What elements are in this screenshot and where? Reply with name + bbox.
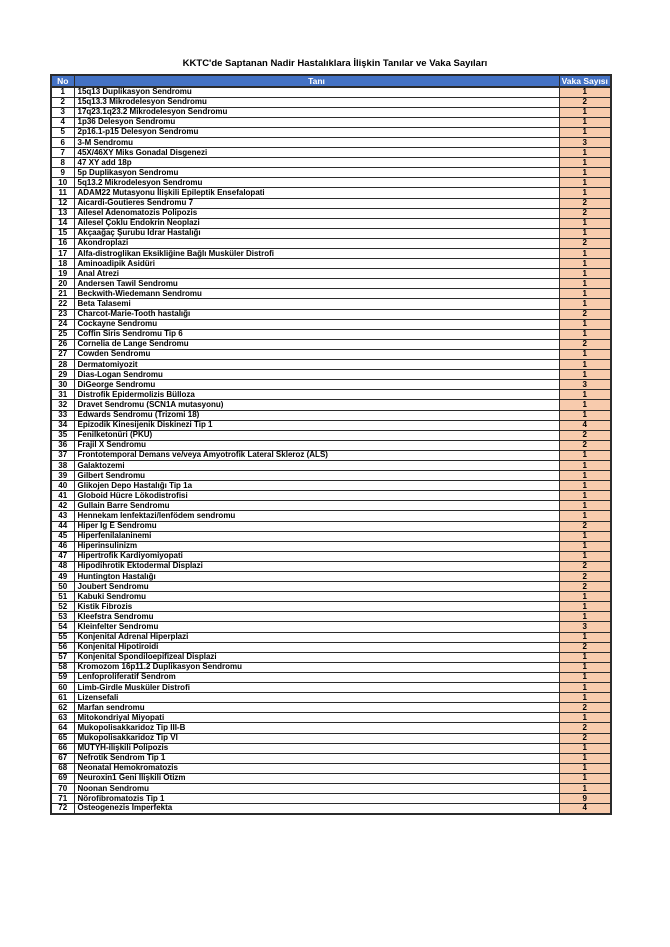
table-row bbox=[51, 531, 611, 541]
case-count: 2 bbox=[559, 430, 611, 440]
row-number: 7 bbox=[51, 148, 74, 158]
row-number: 52 bbox=[51, 602, 74, 612]
case-count: 1 bbox=[559, 511, 611, 521]
case-count: 1 bbox=[559, 360, 611, 370]
diagnosis-name: 5q13.2 Mikrodelesyon Sendromu bbox=[74, 178, 559, 188]
case-count: 1 bbox=[559, 319, 611, 329]
table-row bbox=[51, 360, 611, 370]
table-row bbox=[51, 713, 611, 723]
case-count: 1 bbox=[559, 773, 611, 783]
row-number: 5 bbox=[51, 127, 74, 137]
case-count: 1 bbox=[559, 693, 611, 703]
table-row bbox=[51, 763, 611, 773]
table-row bbox=[51, 592, 611, 602]
row-number: 27 bbox=[51, 349, 74, 359]
diagnosis-name: Kabuki Sendromu bbox=[74, 592, 559, 602]
diagnosis-name: Lenfoproliferatif Sendrom bbox=[74, 672, 559, 682]
table-row bbox=[51, 551, 611, 561]
row-number: 25 bbox=[51, 329, 74, 339]
table-row bbox=[51, 349, 611, 359]
table-body bbox=[51, 87, 611, 814]
case-count: 1 bbox=[559, 531, 611, 541]
table-row bbox=[51, 460, 611, 470]
table-row bbox=[51, 279, 611, 289]
case-count: 2 bbox=[559, 521, 611, 531]
row-number: 49 bbox=[51, 572, 74, 582]
case-count: 2 bbox=[559, 238, 611, 248]
row-number: 64 bbox=[51, 723, 74, 733]
table-row bbox=[51, 168, 611, 178]
table-row bbox=[51, 572, 611, 582]
row-number: 50 bbox=[51, 582, 74, 592]
row-number: 24 bbox=[51, 319, 74, 329]
diagnosis-name: Glikojen Depo Hastalığı Tip 1a bbox=[74, 481, 559, 491]
table-row bbox=[51, 632, 611, 642]
diagnosis-name: Galaktozemi bbox=[74, 460, 559, 470]
table-row bbox=[51, 420, 611, 430]
table-row bbox=[51, 380, 611, 390]
diagnosis-name: Limb-Girdle Musküler Distrofi bbox=[74, 683, 559, 693]
case-count: 1 bbox=[559, 127, 611, 137]
row-number: 41 bbox=[51, 491, 74, 501]
case-count: 1 bbox=[559, 390, 611, 400]
diagnosis-name: Hiperinsulinizm bbox=[74, 541, 559, 551]
table-row bbox=[51, 107, 611, 117]
diagnosis-name: Ailesel Çoklu Endokrin Neoplazi bbox=[74, 218, 559, 228]
row-number: 20 bbox=[51, 279, 74, 289]
table-row bbox=[51, 804, 611, 814]
table-row bbox=[51, 299, 611, 309]
case-count: 3 bbox=[559, 380, 611, 390]
case-count: 1 bbox=[559, 683, 611, 693]
table-row bbox=[51, 471, 611, 481]
table-row bbox=[51, 370, 611, 380]
diagnosis-name: 17q23.1q23.2 Mikrodelesyon Sendromu bbox=[74, 107, 559, 117]
case-count: 1 bbox=[559, 551, 611, 561]
diagnosis-name: 15q13 Duplikasyon Sendromu bbox=[74, 87, 559, 97]
row-number: 65 bbox=[51, 733, 74, 743]
table-row bbox=[51, 561, 611, 571]
case-count: 1 bbox=[559, 117, 611, 127]
case-count: 1 bbox=[559, 652, 611, 662]
case-count: 3 bbox=[559, 137, 611, 147]
case-count: 1 bbox=[559, 501, 611, 511]
diagnosis-name: Kleefstra Sendromu bbox=[74, 612, 559, 622]
table-row bbox=[51, 148, 611, 158]
diagnosis-name: Kleinfelter Sendromu bbox=[74, 622, 559, 632]
case-count: 1 bbox=[559, 632, 611, 642]
row-number: 46 bbox=[51, 541, 74, 551]
row-number: 6 bbox=[51, 137, 74, 147]
diagnosis-name: 47 XY add 18p bbox=[74, 158, 559, 168]
case-count: 1 bbox=[559, 158, 611, 168]
row-number: 45 bbox=[51, 531, 74, 541]
table-row bbox=[51, 521, 611, 531]
row-number: 8 bbox=[51, 158, 74, 168]
diagnosis-name: Aminoadipik Asidüri bbox=[74, 259, 559, 269]
case-count: 1 bbox=[559, 450, 611, 460]
case-count: 1 bbox=[559, 370, 611, 380]
diagnosis-name: Cornelia de Lange Sendromu bbox=[74, 339, 559, 349]
diagnosis-name: Neonatal Hemokromatozis bbox=[74, 763, 559, 773]
row-number: 38 bbox=[51, 460, 74, 470]
row-number: 37 bbox=[51, 450, 74, 460]
diagnoses-table bbox=[50, 74, 612, 815]
row-number: 23 bbox=[51, 309, 74, 319]
diagnosis-name: Coffin Siris Sendromu Tip 6 bbox=[74, 329, 559, 339]
row-number: 33 bbox=[51, 410, 74, 420]
case-count: 1 bbox=[559, 612, 611, 622]
diagnosis-name: Gullain Barre Sendromu bbox=[74, 501, 559, 511]
case-count: 1 bbox=[559, 713, 611, 723]
table-row bbox=[51, 319, 611, 329]
diagnosis-name: 3-M Sendromu bbox=[74, 137, 559, 147]
table-row bbox=[51, 97, 611, 107]
row-number: 28 bbox=[51, 360, 74, 370]
table-row bbox=[51, 238, 611, 248]
case-count: 2 bbox=[559, 208, 611, 218]
diagnosis-name: 1p36 Delesyon Sendromu bbox=[74, 117, 559, 127]
table-row bbox=[51, 329, 611, 339]
diagnosis-name: 2p16.1-p15 Delesyon Sendromu bbox=[74, 127, 559, 137]
case-count: 1 bbox=[559, 541, 611, 551]
case-count: 1 bbox=[559, 228, 611, 238]
row-number: 42 bbox=[51, 501, 74, 511]
row-number: 68 bbox=[51, 763, 74, 773]
row-number: 22 bbox=[51, 299, 74, 309]
diagnosis-name: MUTYH-ilişkili Polipozis bbox=[74, 743, 559, 753]
diagnosis-name: Kistik Fibrozis bbox=[74, 602, 559, 612]
case-count: 2 bbox=[559, 642, 611, 652]
case-count: 1 bbox=[559, 592, 611, 602]
case-count: 1 bbox=[559, 783, 611, 793]
row-number: 15 bbox=[51, 228, 74, 238]
case-count: 3 bbox=[559, 622, 611, 632]
case-count: 2 bbox=[559, 723, 611, 733]
case-count: 1 bbox=[559, 168, 611, 178]
case-count: 2 bbox=[559, 733, 611, 743]
row-number: 66 bbox=[51, 743, 74, 753]
diagnosis-name: Edwards Sendromu (Trizomi 18) bbox=[74, 410, 559, 420]
case-count: 2 bbox=[559, 582, 611, 592]
diagnosis-name: Konjenital Spondiloepifizeal Displazi bbox=[74, 652, 559, 662]
table-row bbox=[51, 309, 611, 319]
table-row bbox=[51, 622, 611, 632]
row-number: 63 bbox=[51, 713, 74, 723]
table-row bbox=[51, 753, 611, 763]
row-number: 11 bbox=[51, 188, 74, 198]
diagnosis-name: Ailesel Adenomatozis Polipozis bbox=[74, 208, 559, 218]
table-row bbox=[51, 773, 611, 783]
table-row bbox=[51, 269, 611, 279]
table-row bbox=[51, 501, 611, 511]
case-count: 1 bbox=[559, 107, 611, 117]
row-number: 16 bbox=[51, 238, 74, 248]
table-row bbox=[51, 158, 611, 168]
column-header-vaka-sayisi: Vaka Sayısı bbox=[559, 75, 611, 87]
page-title: KKTC'de Saptanan Nadir Hastalıklara İlişkin Tanılar ve Vaka Sayıları bbox=[182, 58, 488, 69]
case-count: 1 bbox=[559, 400, 611, 410]
table-row bbox=[51, 188, 611, 198]
row-number: 17 bbox=[51, 249, 74, 259]
row-number: 70 bbox=[51, 783, 74, 793]
table-row bbox=[51, 208, 611, 218]
diagnosis-name: 5p Duplikasyon Sendromu bbox=[74, 168, 559, 178]
diagnosis-name: Beckwith-Wiedemann Sendromu bbox=[74, 289, 559, 299]
row-number: 54 bbox=[51, 622, 74, 632]
diagnosis-name: Hiperfenilalaninemi bbox=[74, 531, 559, 541]
diagnosis-name: Dravet Sendromu (SCN1A mutasyonu) bbox=[74, 400, 559, 410]
row-number: 59 bbox=[51, 672, 74, 682]
case-count: 1 bbox=[559, 481, 611, 491]
diagnosis-name: Globoid Hücre Lökodistrofisi bbox=[74, 491, 559, 501]
case-count: 1 bbox=[559, 249, 611, 259]
diagnosis-name: Beta Talasemi bbox=[74, 299, 559, 309]
case-count: 1 bbox=[559, 259, 611, 269]
table-row bbox=[51, 117, 611, 127]
table-row bbox=[51, 723, 611, 733]
table-row bbox=[51, 289, 611, 299]
row-number: 10 bbox=[51, 178, 74, 188]
diagnosis-name: Nörofibromatozis Tip 1 bbox=[74, 794, 559, 804]
row-number: 40 bbox=[51, 481, 74, 491]
row-number: 9 bbox=[51, 168, 74, 178]
row-number: 18 bbox=[51, 259, 74, 269]
table-row bbox=[51, 652, 611, 662]
table-row bbox=[51, 430, 611, 440]
table-row bbox=[51, 743, 611, 753]
diagnosis-name: Nefrotik Sendrom Tip 1 bbox=[74, 753, 559, 763]
table-row bbox=[51, 683, 611, 693]
case-count: 4 bbox=[559, 420, 611, 430]
diagnosis-name: Epizodik Kinesijenik Diskinezi Tip 1 bbox=[74, 420, 559, 430]
table-row bbox=[51, 259, 611, 269]
row-number: 71 bbox=[51, 794, 74, 804]
case-count: 1 bbox=[559, 491, 611, 501]
case-count: 1 bbox=[559, 87, 611, 97]
table-row bbox=[51, 87, 611, 97]
diagnosis-name: Frontotemporal Demans ve/veya Amyotrofik Lateral Skleroz (ALS) bbox=[74, 450, 559, 460]
case-count: 2 bbox=[559, 561, 611, 571]
diagnosis-name: Charcot-Marie-Tooth hastalığı bbox=[74, 309, 559, 319]
row-number: 19 bbox=[51, 269, 74, 279]
diagnosis-name: Lizensefali bbox=[74, 693, 559, 703]
case-count: 2 bbox=[559, 198, 611, 208]
diagnosis-name: Alfa-distroglikan Eksikliğine Bağlı Musküler Distrofi bbox=[74, 249, 559, 259]
diagnosis-name: Joubert Sendromu bbox=[74, 582, 559, 592]
diagnosis-name: Frajil X Sendromu bbox=[74, 440, 559, 450]
case-count: 1 bbox=[559, 743, 611, 753]
table-row bbox=[51, 228, 611, 238]
table-row bbox=[51, 218, 611, 228]
row-number: 14 bbox=[51, 218, 74, 228]
diagnosis-name: Noonan Sendromu bbox=[74, 783, 559, 793]
row-number: 26 bbox=[51, 339, 74, 349]
row-number: 47 bbox=[51, 551, 74, 561]
row-number: 56 bbox=[51, 642, 74, 652]
diagnosis-name: Hipertrofik Kardiyomiyopati bbox=[74, 551, 559, 561]
row-number: 2 bbox=[51, 97, 74, 107]
table-row bbox=[51, 249, 611, 259]
diagnosis-name: Aicardi-Goutieres Sendromu 7 bbox=[74, 198, 559, 208]
diagnosis-name: Dermatomiyozit bbox=[74, 360, 559, 370]
row-number: 30 bbox=[51, 380, 74, 390]
table-row bbox=[51, 450, 611, 460]
row-number: 43 bbox=[51, 511, 74, 521]
table-row bbox=[51, 127, 611, 137]
diagnosis-name: Marfan sendromu bbox=[74, 703, 559, 713]
table-row bbox=[51, 137, 611, 147]
row-number: 21 bbox=[51, 289, 74, 299]
case-count: 1 bbox=[559, 269, 611, 279]
diagnosis-name: Hipodihrotik Ektodermal Displazi bbox=[74, 561, 559, 571]
case-count: 2 bbox=[559, 339, 611, 349]
diagnosis-name: Mitokondriyal Miyopati bbox=[74, 713, 559, 723]
table-row bbox=[51, 491, 611, 501]
row-number: 36 bbox=[51, 440, 74, 450]
case-count: 2 bbox=[559, 703, 611, 713]
row-number: 67 bbox=[51, 753, 74, 763]
row-number: 32 bbox=[51, 400, 74, 410]
diagnosis-name: Osteogenezis İmperfekta bbox=[74, 804, 559, 814]
table-row bbox=[51, 612, 611, 622]
row-number: 1 bbox=[51, 87, 74, 97]
case-count: 1 bbox=[559, 471, 611, 481]
row-number: 62 bbox=[51, 703, 74, 713]
case-count: 1 bbox=[559, 218, 611, 228]
diagnosis-name: Hennekam lenfektazi/lenfödem sendromu bbox=[74, 511, 559, 521]
row-number: 35 bbox=[51, 430, 74, 440]
case-count: 2 bbox=[559, 572, 611, 582]
diagnosis-name: DiGeorge Sendromu bbox=[74, 380, 559, 390]
table-row bbox=[51, 672, 611, 682]
diagnosis-name: Fenilketonüri (PKU) bbox=[74, 430, 559, 440]
row-number: 29 bbox=[51, 370, 74, 380]
table-row bbox=[51, 400, 611, 410]
case-count: 2 bbox=[559, 440, 611, 450]
case-count: 1 bbox=[559, 178, 611, 188]
case-count: 1 bbox=[559, 188, 611, 198]
case-count: 1 bbox=[559, 753, 611, 763]
case-count: 4 bbox=[559, 804, 611, 814]
row-number: 51 bbox=[51, 592, 74, 602]
case-count: 1 bbox=[559, 329, 611, 339]
table-row bbox=[51, 541, 611, 551]
row-number: 44 bbox=[51, 521, 74, 531]
row-number: 72 bbox=[51, 804, 74, 814]
row-number: 4 bbox=[51, 117, 74, 127]
case-count: 1 bbox=[559, 460, 611, 470]
table-row bbox=[51, 390, 611, 400]
case-count: 2 bbox=[559, 309, 611, 319]
table-row bbox=[51, 511, 611, 521]
row-number: 34 bbox=[51, 420, 74, 430]
row-number: 13 bbox=[51, 208, 74, 218]
diagnosis-name: Konjenital Adrenal Hiperplazi bbox=[74, 632, 559, 642]
table-row bbox=[51, 410, 611, 420]
row-number: 58 bbox=[51, 662, 74, 672]
diagnosis-name: Distrofik Epidermolizis Bülloza bbox=[74, 390, 559, 400]
table-row bbox=[51, 642, 611, 652]
table-header-row bbox=[51, 75, 611, 87]
diagnosis-name: Mukopolisakkaridoz Tip III-B bbox=[74, 723, 559, 733]
case-count: 1 bbox=[559, 289, 611, 299]
column-header-tani: Tanı bbox=[74, 75, 559, 87]
table-row bbox=[51, 339, 611, 349]
diagnosis-name: 15q13.3 Mikrodelesyon Sendromu bbox=[74, 97, 559, 107]
row-number: 69 bbox=[51, 773, 74, 783]
table-row bbox=[51, 733, 611, 743]
case-count: 1 bbox=[559, 279, 611, 289]
diagnosis-name: Andersen Tawil Sendromu bbox=[74, 279, 559, 289]
row-number: 48 bbox=[51, 561, 74, 571]
diagnosis-name: 45X/46XY Miks Gonadal Disgenezi bbox=[74, 148, 559, 158]
case-count: 1 bbox=[559, 349, 611, 359]
case-count: 2 bbox=[559, 97, 611, 107]
diagnosis-name: Cowden Sendromu bbox=[74, 349, 559, 359]
diagnosis-name: Akondroplazi bbox=[74, 238, 559, 248]
table-row bbox=[51, 794, 611, 804]
diagnosis-name: Dias-Logan Sendromu bbox=[74, 370, 559, 380]
diagnosis-name: Kromozom 16p11.2 Duplikasyon Sendromu bbox=[74, 662, 559, 672]
table-row bbox=[51, 693, 611, 703]
table-row bbox=[51, 602, 611, 612]
diagnosis-name: Neuroxin1 Geni İlişkili Otizm bbox=[74, 773, 559, 783]
case-count: 1 bbox=[559, 410, 611, 420]
column-header-no: No bbox=[51, 75, 74, 87]
table-row bbox=[51, 198, 611, 208]
table-row bbox=[51, 440, 611, 450]
diagnosis-name: Akçaağaç Şurubu İdrar Hastalığı bbox=[74, 228, 559, 238]
table-row bbox=[51, 703, 611, 713]
table-row bbox=[51, 481, 611, 491]
case-count: 1 bbox=[559, 672, 611, 682]
row-number: 39 bbox=[51, 471, 74, 481]
row-number: 57 bbox=[51, 652, 74, 662]
case-count: 1 bbox=[559, 662, 611, 672]
row-number: 60 bbox=[51, 683, 74, 693]
diagnosis-name: ADAM22 Mutasyonu İlişkili Epileptik Ensefalopati bbox=[74, 188, 559, 198]
diagnosis-name: Anal Atrezi bbox=[74, 269, 559, 279]
row-number: 31 bbox=[51, 390, 74, 400]
diagnosis-name: Konjenital Hipotiroidi bbox=[74, 642, 559, 652]
case-count: 1 bbox=[559, 299, 611, 309]
table-row bbox=[51, 178, 611, 188]
diagnosis-name: Cockayne Sendromu bbox=[74, 319, 559, 329]
row-number: 55 bbox=[51, 632, 74, 642]
table-row bbox=[51, 662, 611, 672]
diagnosis-name: Huntington Hastalığı bbox=[74, 572, 559, 582]
row-number: 53 bbox=[51, 612, 74, 622]
table-row bbox=[51, 783, 611, 793]
case-count: 1 bbox=[559, 148, 611, 158]
row-number: 61 bbox=[51, 693, 74, 703]
case-count: 1 bbox=[559, 602, 611, 612]
diagnosis-name: Mukopolisakkaridoz Tip VI bbox=[74, 733, 559, 743]
table-row bbox=[51, 582, 611, 592]
row-number: 12 bbox=[51, 198, 74, 208]
diagnosis-name: Hiper Ig E Sendromu bbox=[74, 521, 559, 531]
diagnosis-name: Gilbert Sendromu bbox=[74, 471, 559, 481]
row-number: 3 bbox=[51, 107, 74, 117]
case-count: 1 bbox=[559, 763, 611, 773]
case-count: 9 bbox=[559, 794, 611, 804]
